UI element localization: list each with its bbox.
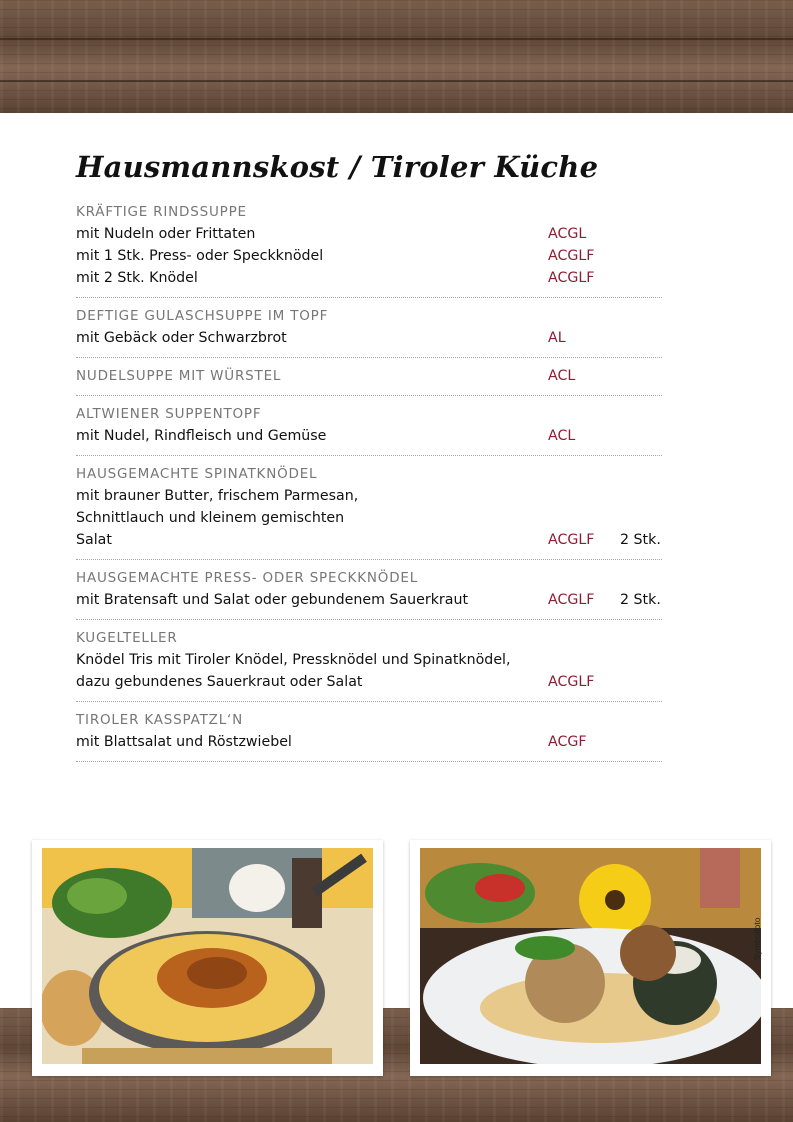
menu-item [76, 589, 662, 611]
item-description: mit 2 Stk. Knödel [76, 270, 198, 286]
menu-section [76, 202, 662, 298]
kasspatzln-pan-image [42, 848, 373, 1064]
menu-item [76, 731, 662, 753]
menu-list [76, 202, 662, 770]
allergen-codes: ACGLF [548, 248, 595, 264]
allergen-codes: ACGLF [548, 270, 595, 286]
menu-item [76, 327, 662, 349]
quantity-label: 2 Stk. [620, 532, 661, 548]
menu-section [76, 306, 662, 358]
menu-item [76, 267, 662, 289]
section-heading: NUDELSUPPE MIT WÜRSTEL [76, 368, 282, 384]
item-description: mit brauner Butter, frischem Parmesan, Schnittlauch und kleinem gemischten Salat [76, 488, 359, 548]
allergen-codes: ACGLF [548, 532, 595, 548]
item-description: mit Bratensaft und Salat oder gebundenem Sauerkraut [76, 592, 469, 608]
quantity-label: 2 Stk. [620, 592, 661, 608]
item-description: mit Blattsalat und Röstzwiebel [76, 734, 292, 750]
section-heading: HAUSGEMACHTE SPINATKNÖDEL [76, 466, 318, 482]
menu-section [76, 464, 662, 560]
menu-section [76, 366, 662, 396]
menu-section [76, 628, 662, 702]
item-description: mit 1 Stk. Press- oder Speckknödel [76, 248, 324, 264]
item-description: mit Nudeln oder Frittaten [76, 226, 256, 242]
section-heading: DEFTIGE GULASCHSUPPE IM TOPF [76, 308, 329, 324]
section-heading: KUGELTELLER [76, 630, 178, 646]
menu-item [76, 425, 662, 447]
menu-section [76, 404, 662, 456]
allergen-codes: ACGF [548, 734, 587, 750]
allergen-codes: ACL [548, 368, 576, 384]
allergen-codes: ACGLF [548, 674, 595, 690]
section-heading: ALTWIENER SUPPENTOPF [76, 406, 262, 422]
kasspatzln-photo [32, 840, 383, 1076]
section-heading: KRÄFTIGE RINDSSUPPE [76, 204, 247, 220]
menu-section [76, 710, 662, 762]
item-description: Knödel Tris mit Tiroler Knödel, Pressknödel und Spinatknödel, dazu gebundenes Sauerkraut oder Salat [76, 652, 511, 690]
section-heading: HAUSGEMACHTE PRESS- ODER SPECKKNÖDEL [76, 570, 419, 586]
allergen-codes: AL [548, 330, 566, 346]
menu-section [76, 568, 662, 620]
menu-item [76, 223, 662, 245]
kugelteller-photo [410, 840, 771, 1076]
allergen-codes: ACGL [548, 226, 587, 242]
menu-item [76, 649, 662, 693]
photo-disclaimer: Symbolfoto [752, 917, 762, 960]
menu-item [76, 485, 662, 551]
dumpling-plate-image [420, 848, 761, 1064]
wood-header-banner [0, 0, 793, 113]
item-description: mit Nudel, Rindfleisch und Gemüse [76, 428, 327, 444]
menu-item [76, 245, 662, 267]
page-title: Hausmannskost / Tiroler Küche [76, 150, 599, 184]
item-description: mit Gebäck oder Schwarzbrot [76, 330, 287, 346]
section-heading: TIROLER KASSPATZL‘N [76, 712, 244, 728]
menu-item [76, 366, 662, 387]
allergen-codes: ACL [548, 428, 576, 444]
allergen-codes: ACGLF [548, 592, 595, 608]
